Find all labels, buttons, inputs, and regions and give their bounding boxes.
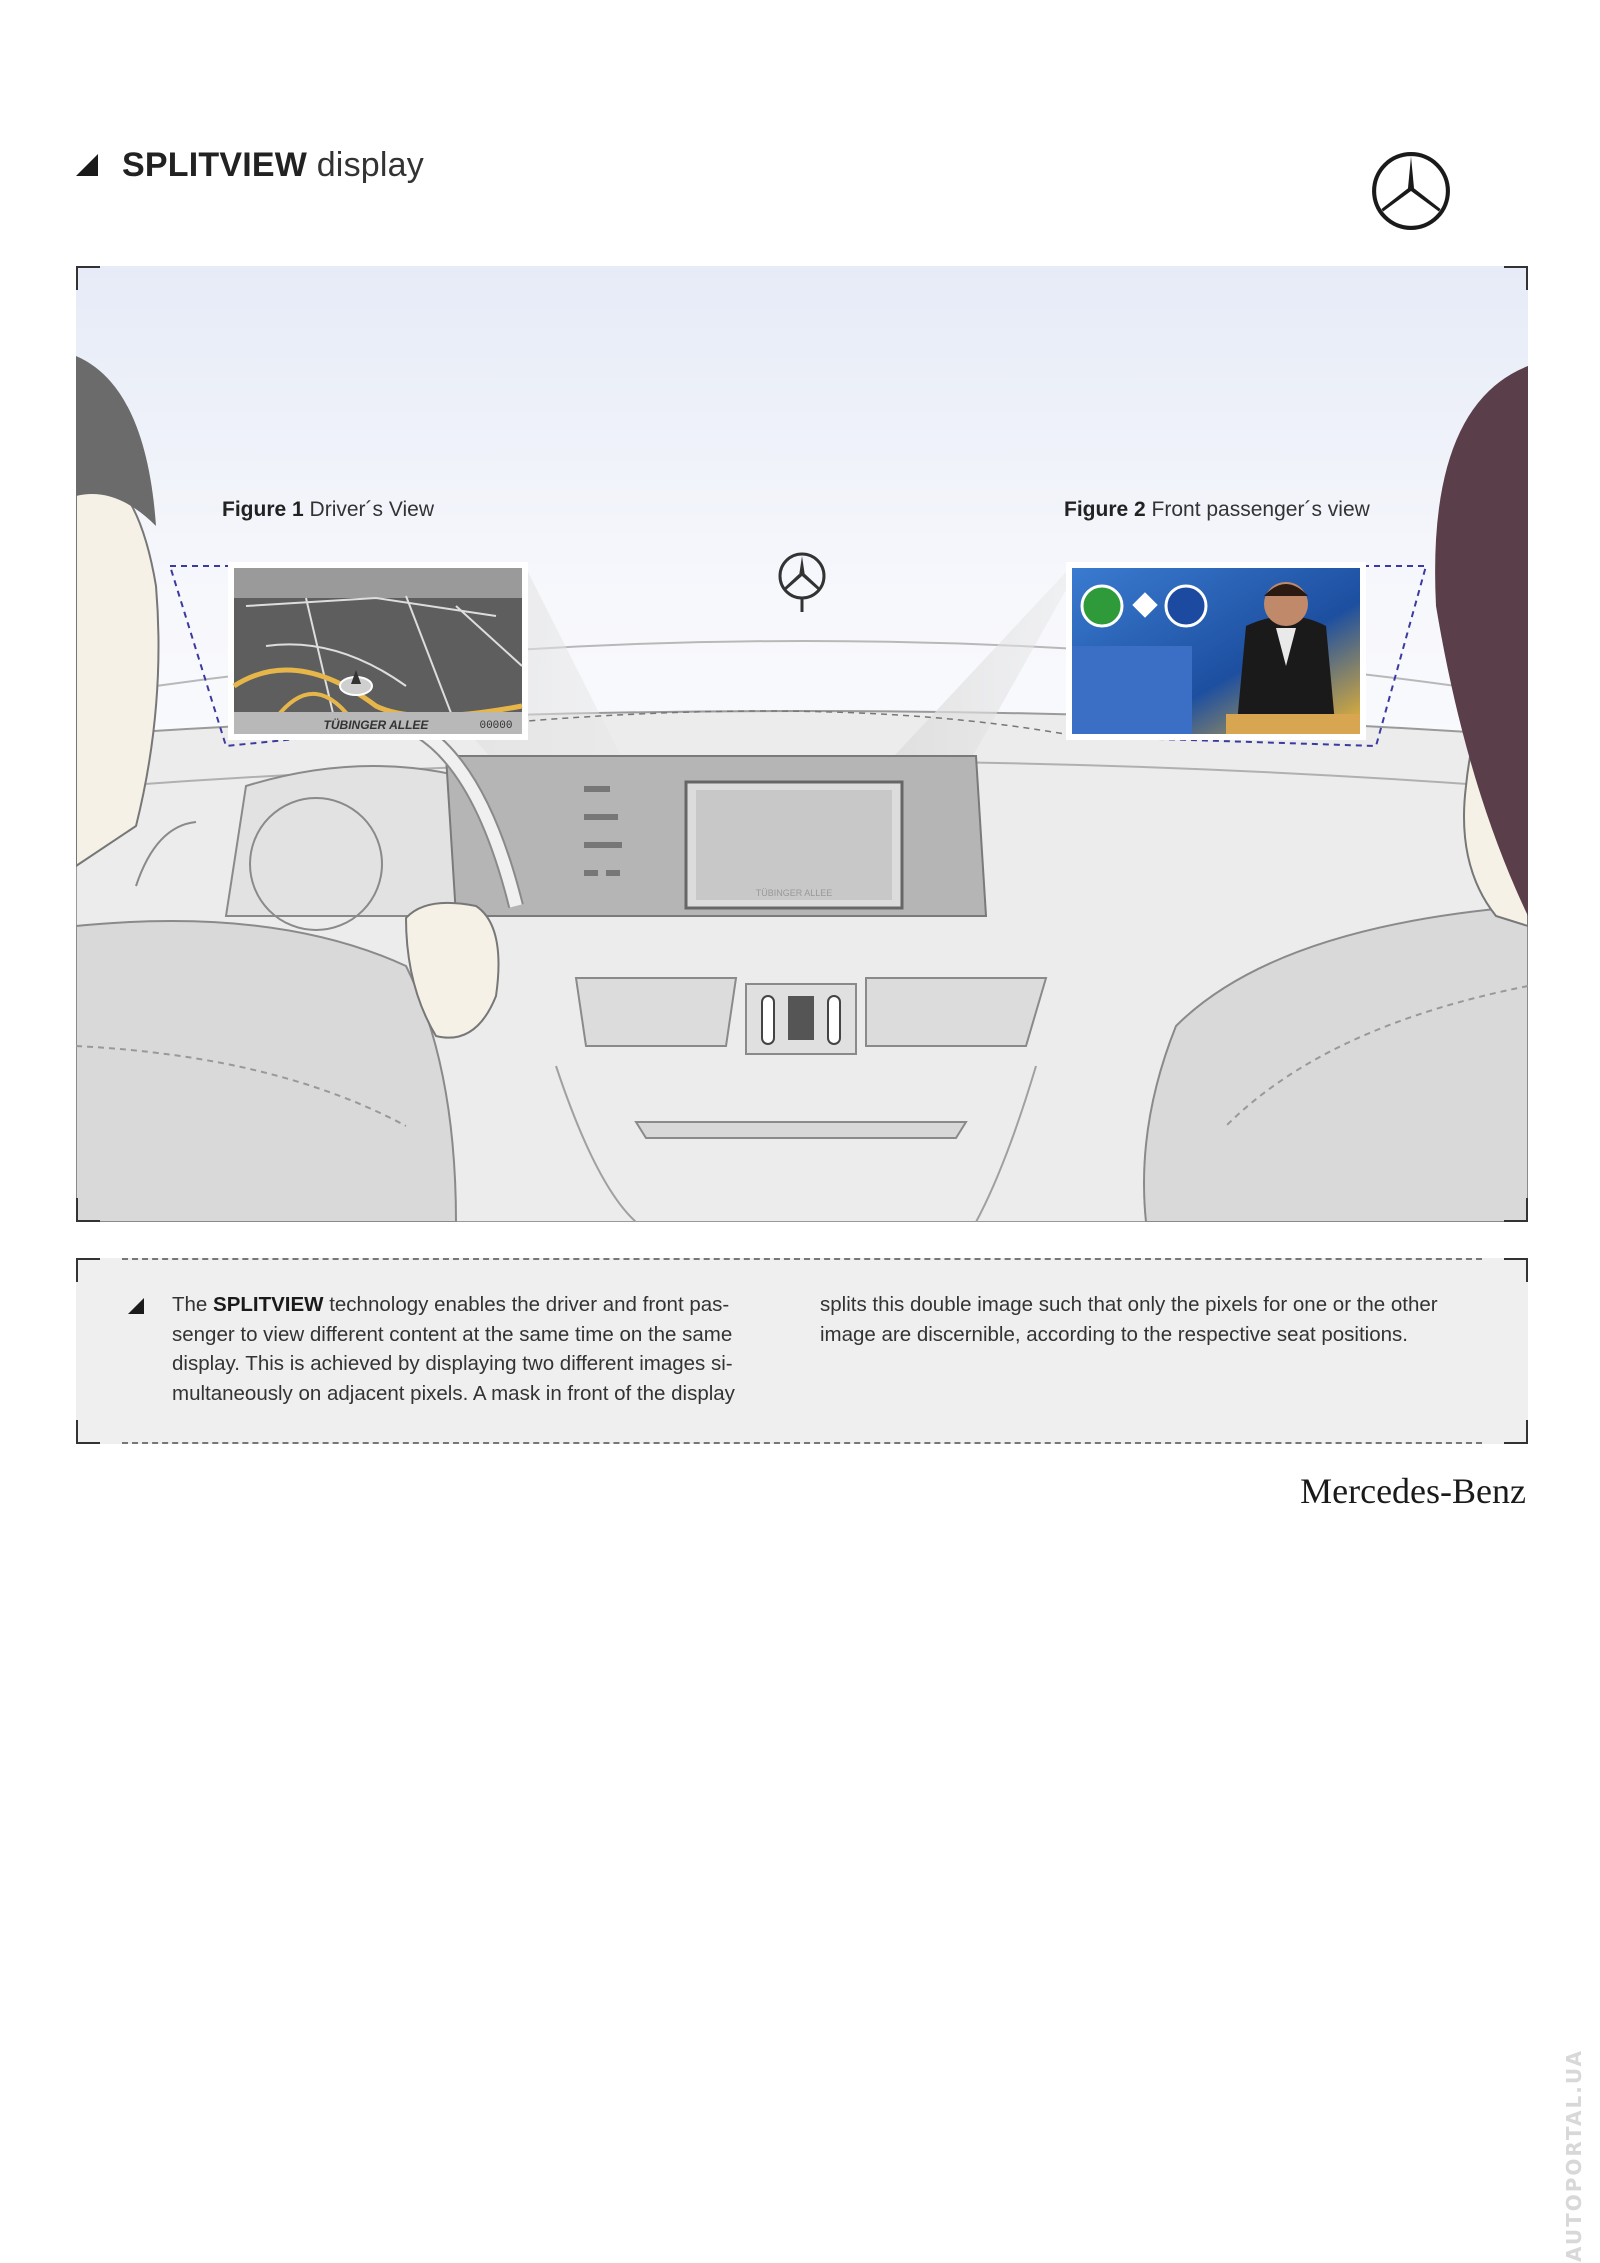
crop-mark-top-right <box>1504 1258 1528 1282</box>
figure2-caption <box>1064 498 1370 522</box>
description-column-1 <box>172 1290 772 1408</box>
page-header <box>76 140 424 190</box>
desc-p2: splits this double image such that only the pixels for one or the other image are discernible, according to the respective seat positions. <box>820 1293 1438 1346</box>
crop-mark-bottom-right <box>1504 1198 1528 1222</box>
crop-mark-bottom-right <box>1504 1420 1528 1444</box>
dashed-divider-top <box>122 1258 1482 1260</box>
description-column-2 <box>820 1290 1440 1349</box>
figure1-caption <box>222 498 434 522</box>
watermark-text: AUTOPORTAL.UA <box>1562 2049 1586 2262</box>
figure1-text: Driver´s View <box>309 498 434 521</box>
crop-mark-top-left <box>76 266 100 290</box>
car-interior-scene <box>76 266 1528 1222</box>
title-light: display <box>316 145 424 184</box>
desc-p1-before: The <box>172 1293 214 1316</box>
figure2-text: Front passenger´s view <box>1151 498 1370 521</box>
page-title <box>122 146 424 185</box>
figure2-label: Figure 2 <box>1064 498 1146 521</box>
crop-mark-bottom-left <box>76 1198 100 1222</box>
triangle-marker-icon <box>76 154 98 176</box>
center-screen-text: TÜBINGER ALLEE <box>755 888 833 898</box>
figure2-tv-screen <box>1066 562 1366 740</box>
triangle-marker-icon <box>128 1298 144 1314</box>
dashed-divider-bottom <box>122 1442 1482 1444</box>
figure1-navigation-screen <box>228 562 528 740</box>
title-bold: SPLITVIEW <box>122 145 308 184</box>
desc-p1-bold: SPLITVIEW <box>213 1293 324 1316</box>
description-box <box>76 1258 1528 1444</box>
crop-mark-top-right <box>1504 266 1528 290</box>
crop-mark-bottom-left <box>76 1420 100 1444</box>
splitview-illustration <box>76 266 1528 1222</box>
desc-p1-after: technology enables the driver and front passenger to view different content at the same time on the same display. This is achieved by displaying two different images simultaneously on adjacent pixels. A mask in front of the display <box>172 1293 735 1405</box>
mercedes-star-icon <box>1370 150 1452 232</box>
fig1-street-name: TÜBINGER ALLEE <box>323 718 429 732</box>
brand-wordmark: Mercedes-Benz <box>1300 1471 1526 1511</box>
figure1-label: Figure 1 <box>222 498 304 521</box>
fig1-code: 00000 <box>479 720 513 732</box>
crop-mark-top-left <box>76 1258 100 1282</box>
